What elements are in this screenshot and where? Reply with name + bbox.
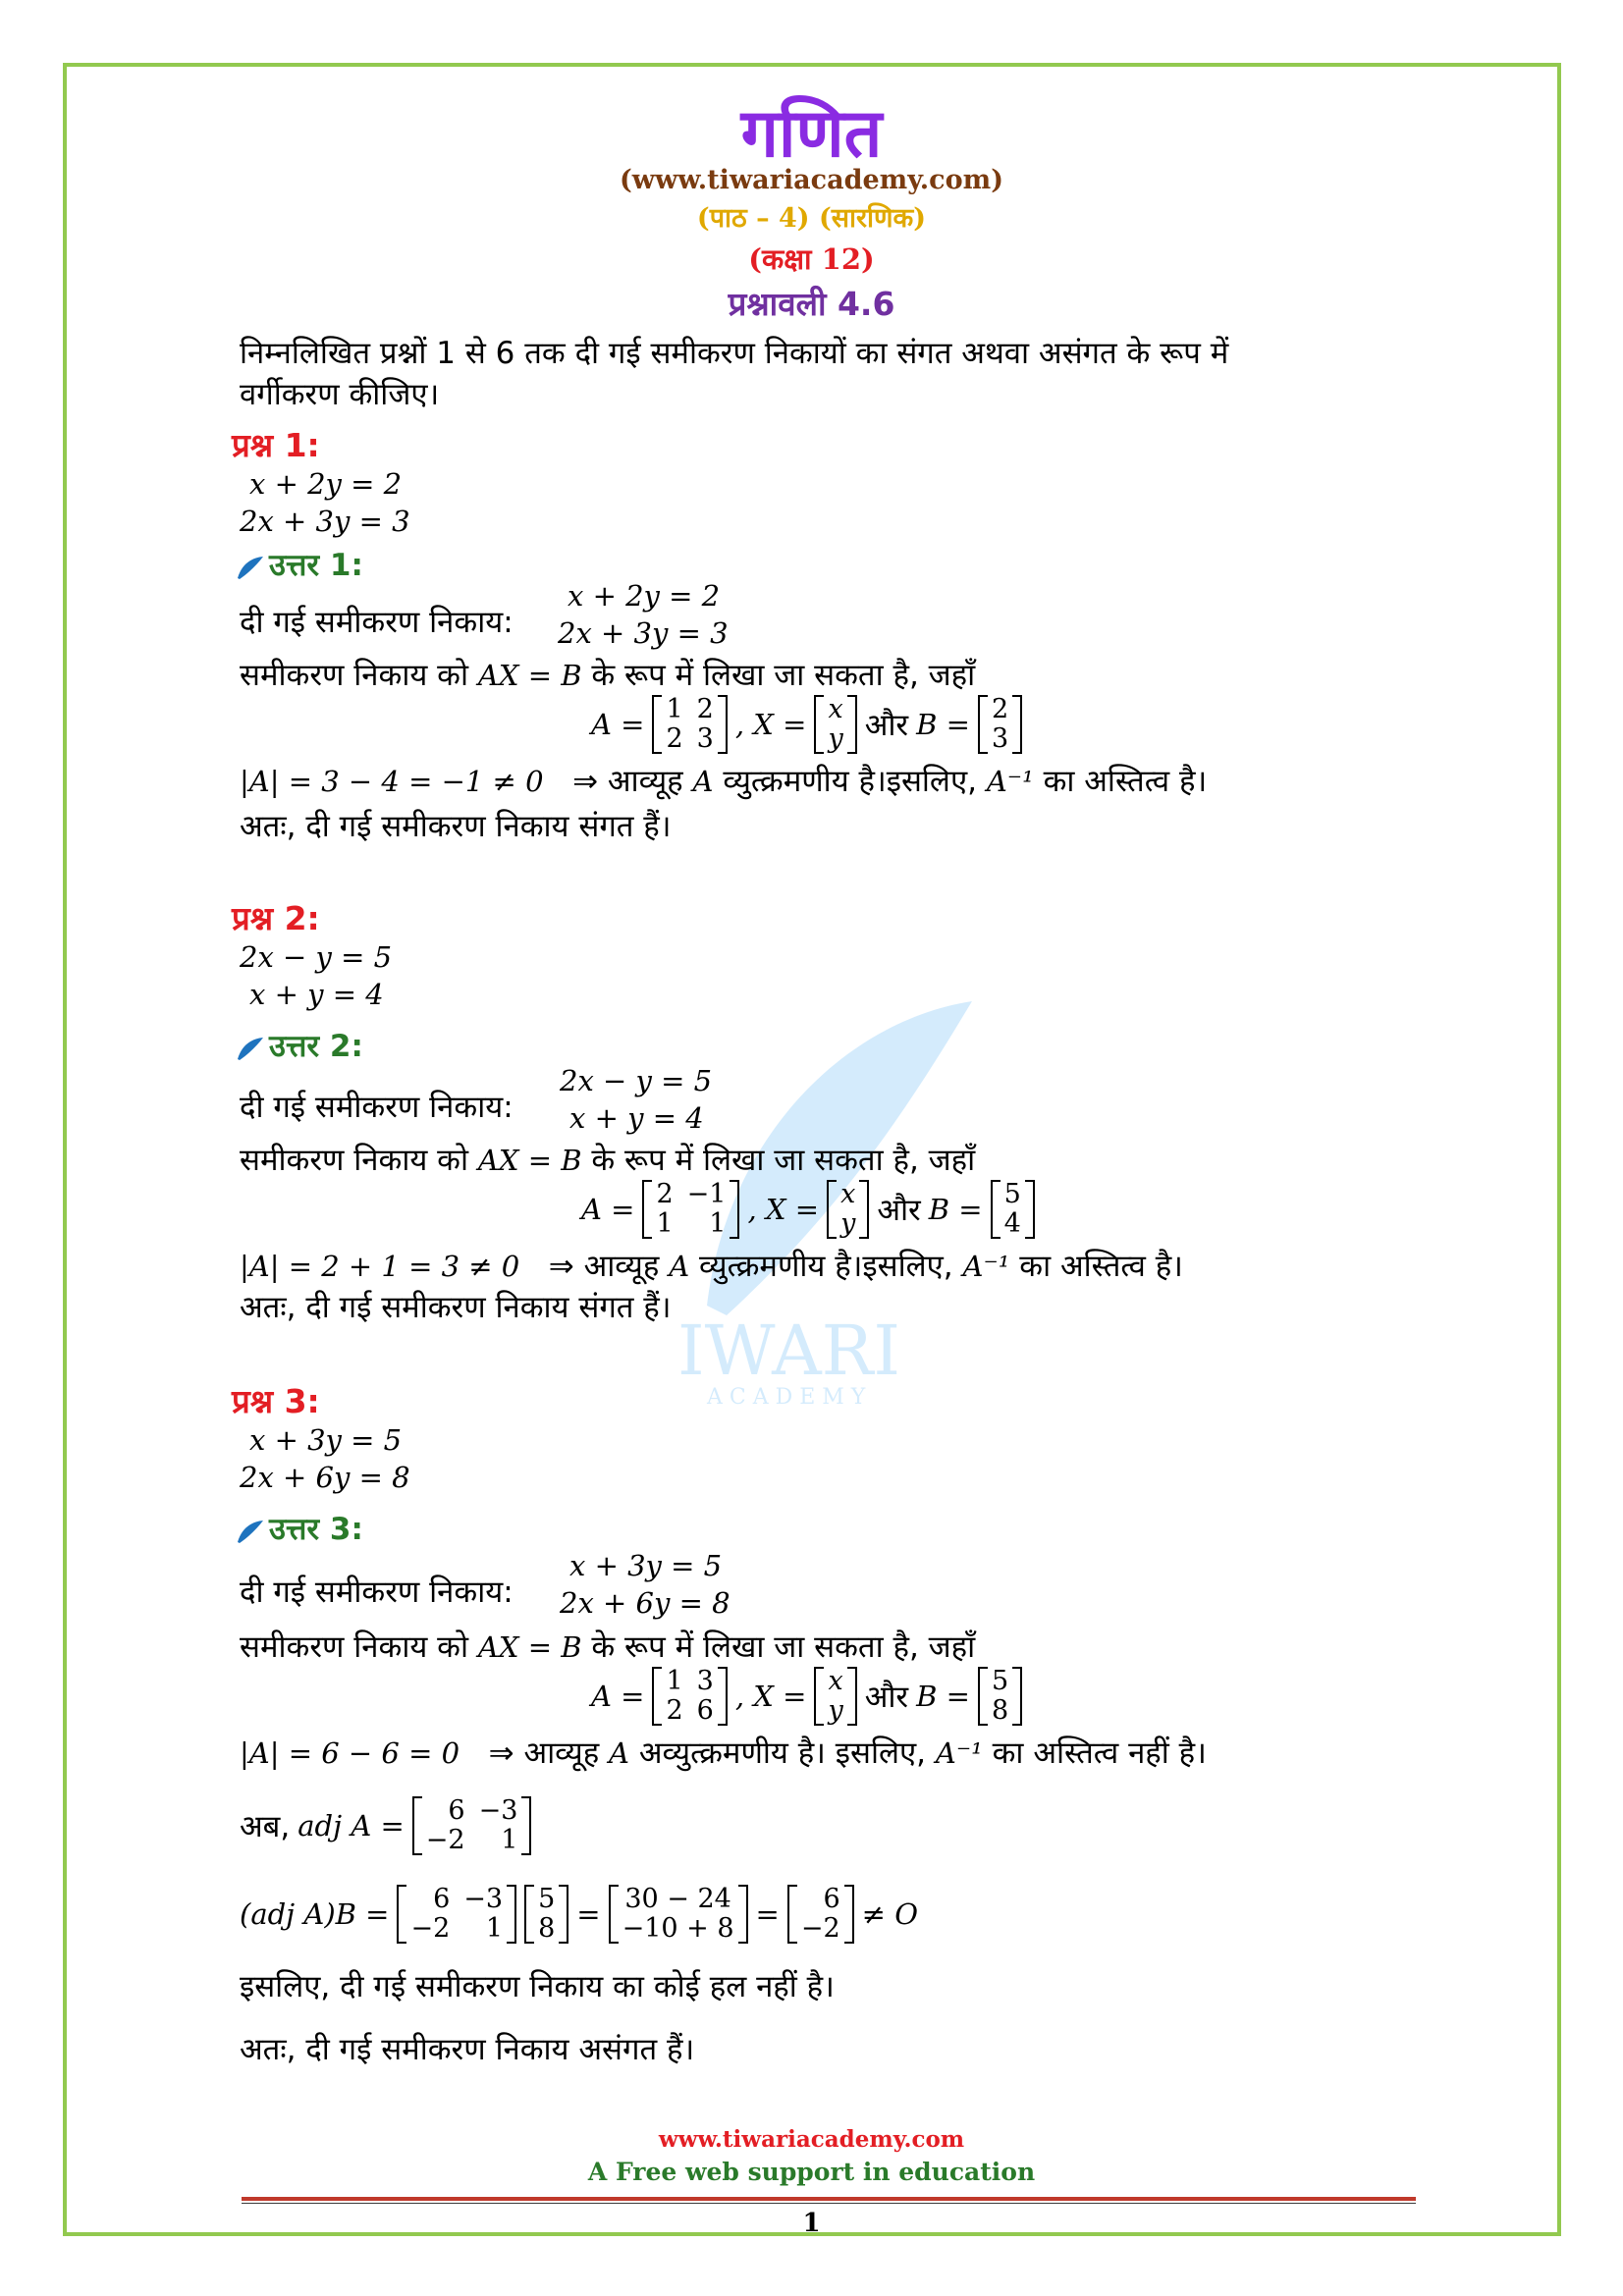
q3-given-label: दी गई समीकरण निकाय:: [240, 1575, 514, 1610]
answer-3-text: उत्तर 3:: [269, 1512, 363, 1547]
matrix-cell: 1: [666, 1666, 683, 1696]
intro-line-1: निम्नलिखित प्रश्नों 1 से 6 तक दी गई समीकरण निकायों का संगत अथवा असंगत के रूप में: [240, 336, 1229, 371]
q1-matrix-form: समीकरण निकाय को AX = B के रूप में लिखा जा सकता है, जहाँ: [240, 658, 976, 693]
matrix-cell: 6: [696, 1695, 714, 1726]
q3-product-mid: [609, 1885, 748, 1944]
matrix-cell: y: [828, 1695, 843, 1726]
q3-matrix-X: [814, 1667, 856, 1726]
q3-product-adj: [397, 1885, 516, 1944]
matrix-cell: 6: [433, 1884, 451, 1914]
q1-matrices: A = 1 2 2 3 , X = x y और B = 2 3: [591, 695, 1022, 754]
answer-3-label: [236, 1508, 363, 1549]
leaf-icon: [236, 1036, 265, 1061]
matrix-cell: 5: [1003, 1179, 1021, 1209]
answer-2-text: उत्तर 2:: [269, 1029, 363, 1064]
matrix-cell: 3: [696, 723, 714, 754]
q3-given-eq-1: x + 3y = 5: [569, 1549, 723, 1582]
q1-given-label: दी गई समीकरण निकाय:: [240, 605, 514, 640]
matrix-cell: 2: [666, 723, 683, 754]
matrix-cell: −3: [463, 1884, 504, 1914]
q3-given-eq-2: 2x + 6y = 8: [560, 1586, 730, 1620]
q3-matrix-form: समीकरण निकाय को AX = B के रूप में लिखा जा सकता है, जहाँ: [240, 1629, 976, 1665]
q3-no-solution: इसलिए, दी गई समीकरण निकाय का कोई हल नहीं है।: [240, 1969, 835, 2004]
matrix-cell: 8: [991, 1695, 1009, 1726]
matrix-cell: x: [828, 1666, 843, 1696]
q2-matrix-form: समीकरण निकाय को AX = B के रूप में लिखा जा सकता है, जहाँ: [240, 1143, 976, 1178]
leaf-icon: [236, 1519, 265, 1544]
question-1-label: प्रश्न 1:: [232, 426, 320, 464]
matrix-cell: 2: [656, 1179, 674, 1209]
q3-product: (adj A)B = 6 −3 −2 1 5 8 = 30 − 24 −10 + 8 = 6 −2 ≠ O: [240, 1884, 918, 1944]
q3-conclusion: अतः, दी गई समीकरण निकाय असंगत हैं।: [240, 2032, 695, 2067]
q3-matrices: A = 1 3 2 6 , X = x y और B = 5 8: [591, 1667, 1022, 1726]
svg-text:A C A D E M Y: A C A D E M Y: [707, 1385, 866, 1410]
q2-given-label: दी गई समीकरण निकाय:: [240, 1090, 514, 1125]
matrix-cell: 8: [538, 1913, 556, 1944]
q2-matrix-X: [827, 1180, 869, 1239]
matrix-cell: −10 + 8: [622, 1913, 734, 1944]
q3-product-result: [787, 1885, 854, 1944]
leaf-icon: [236, 555, 265, 580]
matrix-cell: x: [828, 694, 843, 724]
answer-1-text: उत्तर 1:: [269, 548, 363, 583]
q1-matrix-B: [978, 695, 1022, 754]
matrix-cell: 3: [991, 723, 1009, 754]
q1-given-eq-2: 2x + 3y = 3: [558, 616, 729, 650]
matrix-cell: 5: [991, 1666, 1009, 1696]
matrix-cell: 2: [696, 694, 714, 724]
footer-website: www.tiwariacademy.com: [658, 2126, 965, 2153]
q1-matrix-A: [652, 695, 727, 754]
q3-equation-1: x + 3y = 5: [249, 1423, 403, 1457]
answer-1-label: [236, 544, 363, 585]
matrix-cell: x: [840, 1179, 856, 1209]
matrix-cell: 5: [538, 1884, 556, 1914]
q1-equation-1: x + 2y = 2: [249, 467, 403, 501]
matrix-cell: 1: [666, 694, 683, 724]
q3-equation-2: 2x + 6y = 8: [240, 1461, 410, 1494]
matrix-cell: 30 − 24: [624, 1884, 731, 1914]
exercise-label: प्रश्नावली 4.6: [728, 285, 895, 323]
q3-product-B: [524, 1885, 568, 1944]
matrix-cell: 2: [666, 1695, 683, 1726]
answer-2-label: [236, 1025, 363, 1066]
matrix-cell: −1: [686, 1179, 727, 1209]
question-3-label: प्रश्न 3:: [232, 1382, 320, 1420]
chapter-label: (पाठ – 4) (सारणिक): [696, 203, 927, 234]
matrix-cell: −2: [800, 1913, 840, 1944]
matrix-cell: 4: [1003, 1208, 1021, 1239]
q2-given-eq-2: x + y = 4: [569, 1101, 704, 1135]
matrix-cell: y: [840, 1208, 856, 1239]
matrix-cell: 6: [448, 1795, 465, 1826]
matrix-cell: 1: [656, 1208, 674, 1239]
q2-given-eq-1: 2x − y = 5: [560, 1064, 713, 1097]
q1-equation-2: 2x + 3y = 3: [240, 505, 410, 538]
q2-conclusion: अतः, दी गई समीकरण निकाय संगत हैं।: [240, 1290, 672, 1325]
svg-text:IWARI: IWARI: [677, 1310, 901, 1391]
q3-matrix-B: [978, 1667, 1022, 1726]
class-label: (कक्षा 12): [748, 242, 875, 276]
q1-determinant: |A| = 3 − 4 = −1 ≠ 0 ⇒ आव्यूह A व्युत्क्रमणीय है।इसलिए, A⁻¹ का अस्तित्व है।: [240, 764, 1208, 799]
header-website: (www.tiwariacademy.com): [620, 165, 1003, 195]
matrix-cell: 3: [696, 1666, 714, 1696]
q1-given-eq-1: x + 2y = 2: [568, 579, 721, 613]
q1-matrix-X: [814, 695, 856, 754]
matrix-cell: −3: [478, 1795, 518, 1826]
page-title: गणित: [740, 95, 883, 173]
q1-conclusion: अतः, दी गई समीकरण निकाय संगत हैं।: [240, 809, 672, 844]
matrix-cell: y: [828, 723, 843, 754]
q3-matrix-A: [652, 1667, 727, 1726]
matrix-cell: 1: [709, 1208, 727, 1239]
q2-equation-2: x + y = 4: [249, 978, 384, 1011]
matrix-cell: 1: [501, 1825, 518, 1855]
q2-matrix-B: [991, 1180, 1035, 1239]
matrix-cell: 2: [991, 694, 1009, 724]
q2-equation-1: 2x − y = 5: [240, 940, 393, 974]
intro-line-2: वर्गीकरण कीजिए।: [240, 377, 440, 412]
q2-determinant: |A| = 2 + 1 = 3 ≠ 0 ⇒ आव्यूह A व्युत्क्रमणीय है।इसलिए, A⁻¹ का अस्तित्व है।: [240, 1249, 1183, 1284]
q3-determinant: |A| = 6 − 6 = 0 ⇒ आव्यूह A अव्युत्क्रमणीय है। इसलिए, A⁻¹ का अस्तित्व नहीं है।: [240, 1735, 1207, 1771]
q3-adjoint: अब, adj A = 6 −3 −2 1: [240, 1796, 531, 1855]
q2-matrix-A: [642, 1180, 739, 1239]
footer-divider: [242, 2197, 1416, 2201]
matrix-cell: −2: [410, 1913, 451, 1944]
question-2-label: प्रश्न 2:: [232, 899, 320, 937]
matrix-cell: −2: [425, 1825, 465, 1855]
matrix-cell: 1: [485, 1913, 504, 1944]
footer-tagline: A Free web support in education: [587, 2158, 1036, 2186]
matrix-cell: 6: [823, 1884, 840, 1914]
page-number: 1: [802, 2209, 821, 2238]
q3-adj-matrix: [412, 1796, 532, 1855]
q2-matrices: A = 2 −1 1 1 , X = x y और B = 5 4: [581, 1180, 1035, 1239]
footer-divider-thin: [242, 2203, 1416, 2204]
